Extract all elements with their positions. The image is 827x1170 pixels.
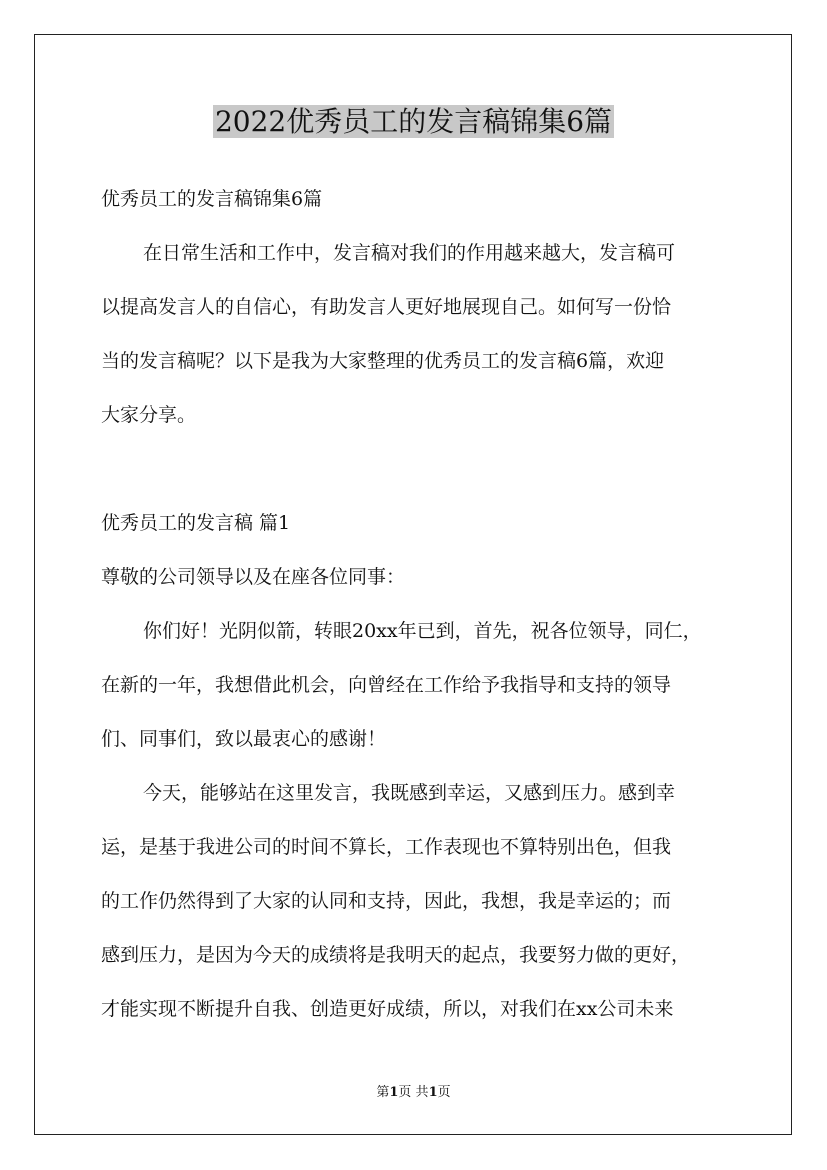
- section-heading: 优秀员工的发言稿 篇1: [101, 512, 291, 534]
- footer-label-prefix: 第: [376, 1085, 390, 1100]
- body-line-3: 的工作仍然得到了大家的认同和支持，因此，我想，我是幸运的；而: [101, 890, 672, 912]
- subtitle-line: 优秀员工的发言稿锦集6篇: [101, 188, 323, 210]
- body-line-2: 运，是基于我进公司的时间不算长，工作表现也不算特别出色，但我: [101, 836, 672, 858]
- document-title-text: 2022优秀员工的发言稿锦集6篇: [214, 105, 613, 138]
- footer-label-middle: 页 共: [398, 1085, 429, 1100]
- intro-line-1: 在日常生活和工作中，发言稿对我们的作用越来越大，发言稿可: [143, 242, 676, 264]
- paragraph-spacer: [101, 442, 726, 496]
- intro-line-3: 当的发言稿呢？以下是我为大家整理的优秀员工的发言稿6篇，欢迎: [101, 350, 665, 372]
- document-body: [101, 172, 726, 1036]
- greeting-line-2: 在新的一年，我想借此机会，向曾经在工作给予我指导和支持的领导: [101, 674, 672, 696]
- salutation-line: 尊敬的公司领导以及在座各位同事：: [101, 566, 406, 588]
- intro-line-2: 以提高发言人的自信心，有助发言人更好地展现自己。如何写一份恰: [101, 296, 672, 318]
- footer-current-page: 1: [389, 1085, 399, 1100]
- body-line-1: 今天，能够站在这里发言，我既感到幸运，又感到压力。感到幸: [143, 782, 676, 804]
- page-footer: [0, 1085, 827, 1101]
- greeting-line-3: 们、同事们，致以最衷心的感谢！: [101, 728, 387, 750]
- body-line-4: 感到压力，是因为今天的成绩将是我明天的起点，我要努力做的更好，: [101, 944, 691, 966]
- body-line-5: 才能实现不断提升自我、创造更好成绩，所以，对我们在xx公司未来: [101, 998, 674, 1020]
- intro-line-4: 大家分享。: [101, 404, 197, 426]
- footer-total-pages: 1: [428, 1085, 438, 1100]
- document-title: [0, 100, 827, 144]
- footer-label-suffix: 页: [437, 1085, 451, 1100]
- greeting-line-1: 你们好！光阴似箭，转眼20xx年已到，首先，祝各位领导，同仁，: [143, 620, 702, 642]
